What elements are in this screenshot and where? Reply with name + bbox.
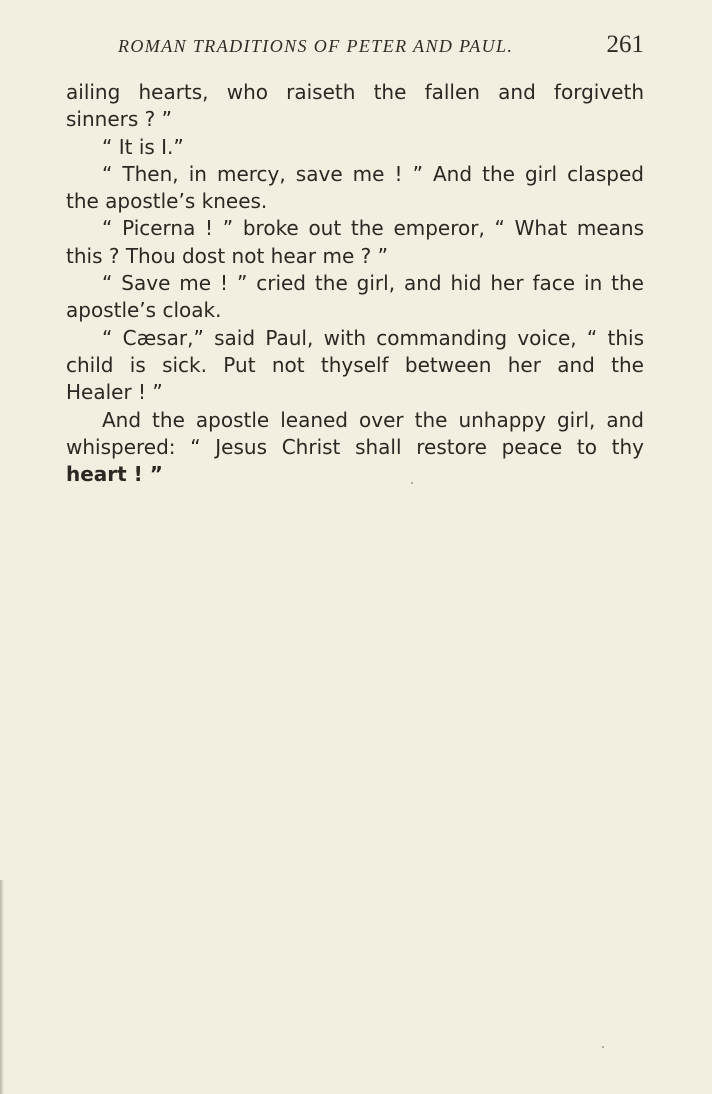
paper-speck <box>411 482 413 484</box>
text-line: “ It is I.” <box>102 134 184 159</box>
body-text <box>66 79 644 488</box>
text-line: heart ! ” <box>66 462 163 487</box>
paper-speck <box>602 1046 604 1048</box>
page-header <box>118 30 648 64</box>
page-number: 261 <box>606 31 644 58</box>
text-line: child is sick. Put not thyself between her and the <box>66 352 644 377</box>
text-line: this ? Thou dost not hear me ? ” <box>66 243 388 268</box>
text-line: Healer ! ” <box>66 380 163 405</box>
text-line: apostle’s cloak. <box>66 298 222 323</box>
page-edge-shadow <box>0 880 4 1094</box>
running-title: ROMAN TRADITIONS OF PETER AND PAUL. <box>118 36 514 56</box>
text-line: “ Picerna ! ” broke out the emperor, “ What means <box>102 216 644 241</box>
text-line: the apostle’s knees. <box>66 189 268 214</box>
text-line: “ Cæsar,” said Paul, with commanding voice, “ this <box>102 325 644 350</box>
text-line: “ Save me ! ” cried the girl, and hid her face in the <box>102 271 644 296</box>
text-line: whispered: “ Jesus Christ shall restore peace to thy <box>66 434 644 459</box>
text-line: ailing hearts, who raiseth the fallen and forgiveth <box>66 80 644 104</box>
text-line: “ Then, in mercy, save me ! ” And the girl clasped <box>102 161 644 186</box>
text-line: And the apostle leaned over the unhappy girl, and <box>102 407 644 432</box>
text-line: sinners ? ” <box>66 107 172 132</box>
